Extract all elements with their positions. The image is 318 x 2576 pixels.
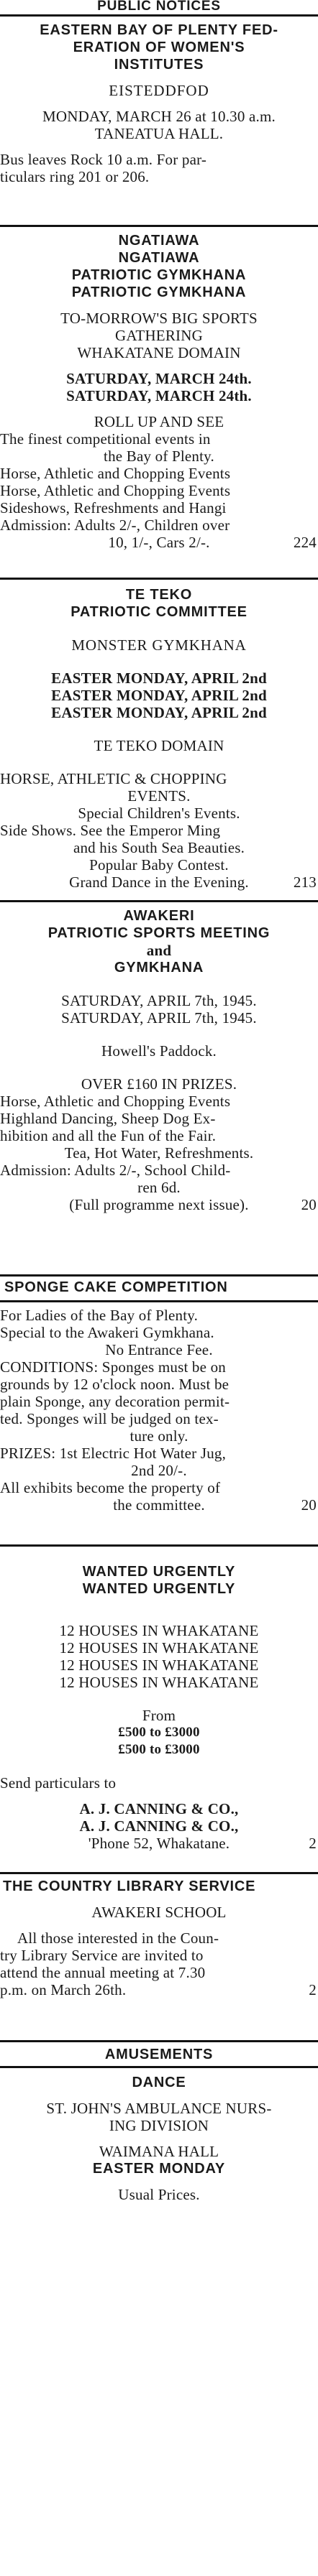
ad-line (0, 874, 318, 891)
section-heading: PUBLIC NOTICES (97, 0, 221, 13)
ad-number: 2 (309, 1835, 317, 1852)
ad-line: 2nd 20/-. (131, 1462, 187, 1479)
ad-line: Horse, Athletic and Chopping Events (0, 482, 231, 499)
ad-title: WANTED URGENTLY (82, 1581, 236, 1597)
ad-date: EASTER MONDAY, APRIL 2nd (51, 704, 267, 721)
public-notices-body (0, 22, 318, 185)
ad-line-text: the committee. (113, 1496, 205, 1514)
ad-title: THE COUNTRY LIBRARY SERVICE (3, 1878, 256, 1894)
ad-title: NGATIAWA (118, 250, 200, 266)
ad-line-text: Grand Dance in the Evening. (69, 874, 249, 891)
te-teko-ad (0, 586, 318, 891)
ad-title: TE TEKO (125, 587, 193, 603)
divider (0, 1872, 318, 1874)
divider (0, 1274, 318, 1277)
amusements-ad (0, 2046, 318, 2203)
ad-agent: A. J. CANNING & CO., (79, 1817, 239, 1835)
ad-line: ren 6d. (137, 1179, 181, 1196)
ad-line: ST. JOHN'S AMBULANCE NURS- (46, 2100, 272, 2117)
ad-line: All those interested in the Coun- (17, 1929, 219, 1947)
ad-number: 20 (301, 1196, 317, 1213)
divider (0, 900, 318, 902)
ad-date: EASTER MONDAY (92, 2161, 226, 2177)
ad-title: GYMKHANA (114, 960, 204, 976)
ad-line: 12 HOUSES IN WHAKATANE (59, 1639, 259, 1657)
ad-date: EASTER MONDAY, APRIL 2nd (51, 687, 267, 704)
ad-line: try Library Service are invited to (0, 1947, 204, 1964)
ad-line: Popular Baby Contest. (89, 856, 229, 874)
ad-date: SATURDAY, APRIL 7th, 1945. (61, 1009, 257, 1027)
divider (0, 578, 318, 580)
ad-line: ture only. (130, 1427, 188, 1445)
ad-title: AWAKERI (123, 908, 195, 924)
ad-line: Send particulars to (0, 1774, 117, 1792)
ad-line: attend the annual meeting at 7.30 (0, 1964, 206, 1981)
ad-line: Bus leaves Rock 10 a.m. For par- (0, 151, 207, 168)
ad-line (0, 1496, 318, 1514)
ad-line: GATHERING (115, 327, 203, 344)
ad-line: Horse, Athletic and Chopping Events (0, 465, 231, 482)
ad-title: NGATIAWA (118, 233, 200, 249)
ad-date: SATURDAY, MARCH 24th. (66, 387, 252, 404)
ad-line: hibition and all the Fun of the Fair. (0, 1127, 217, 1144)
ad-line: No Entrance Fee. (105, 1341, 213, 1358)
ad-number: 213 (293, 874, 317, 891)
ad-line: the Bay of Plenty. (104, 448, 214, 465)
ad-line: HORSE, ATHLETIC & CHOPPING (0, 770, 227, 787)
ad-line: MONSTER GYMKHANA (71, 636, 247, 654)
ad-line: WHAKATANE DOMAIN (77, 344, 241, 361)
ad-date: SATURDAY, MARCH 24th. (66, 370, 252, 387)
ad-line: ticulars ring 201 or 206. (0, 168, 150, 185)
ad-title: PATRIOTIC COMMITTEE (71, 604, 247, 620)
ad-line: Usual Prices. (118, 2186, 200, 2203)
ad-title: PATRIOTIC GYMKHANA (71, 284, 247, 300)
ad-line (0, 534, 318, 551)
ad-title: PATRIOTIC SPORTS MEETING (47, 925, 271, 941)
ad-line: Admission: Adults 2/-, Children over (0, 516, 230, 534)
ad-line: 12 HOUSES IN WHAKATANE (59, 1657, 259, 1674)
ad-line (0, 1835, 318, 1852)
ad-line: EVENTS. (127, 787, 191, 805)
divider (0, 2040, 318, 2042)
ad-line: Admission: Adults 2/-, School Child- (0, 1162, 231, 1179)
divider (0, 225, 318, 227)
divider (0, 1544, 318, 1547)
ad-number: 224 (293, 534, 317, 551)
ad-line (0, 1981, 318, 1998)
ad-line: Special to the Awakeri Gymkhana. (0, 1324, 214, 1341)
ad-title: INSTITUTES (114, 57, 204, 73)
divider (0, 1300, 318, 1302)
ad-line-text: 10, 1/-, Cars 2/-. (108, 534, 210, 551)
awakeri-sports-ad (0, 907, 318, 1213)
ad-line: MONDAY, MARCH 26 at 10.30 a.m. (42, 108, 276, 125)
ad-line: Howell's Paddock. (101, 1042, 217, 1060)
ad-line-text: 'Phone 52, Whakatane. (88, 1835, 230, 1852)
ad-number: 2 (309, 1981, 317, 1998)
ad-line: EISTEDDFOD (109, 82, 209, 99)
ad-line: The finest competitional events in (0, 430, 211, 448)
ad-line: Tea, Hot Water, Refreshments. (64, 1144, 254, 1162)
ad-line: 12 HOUSES IN WHAKATANE (59, 1674, 259, 1691)
wanted-ad (0, 1563, 318, 1852)
ngatiawa-ad (0, 232, 318, 551)
ad-line-text: (Full programme next issue). (69, 1196, 249, 1213)
ad-line: AWAKERI SCHOOL (91, 1904, 227, 1921)
ad-line: From (142, 1707, 176, 1724)
ad-line: TE TEKO DOMAIN (94, 737, 224, 754)
sponge-cake-ad (0, 1279, 318, 1514)
ad-line: grounds by 12 o'clock noon. Must be (0, 1376, 230, 1393)
ad-title: PATRIOTIC GYMKHANA (71, 267, 247, 283)
ad-line: WAIMANA HALL (99, 2143, 219, 2160)
section-heading: AMUSEMENTS (104, 2047, 214, 2062)
divider (0, 2066, 318, 2068)
public-notices-ad (0, 0, 318, 13)
ad-title: and (146, 942, 172, 959)
ad-line: For Ladies of the Bay of Plenty. (0, 1307, 199, 1324)
ad-line: CONDITIONS: Sponges must be on (0, 1358, 226, 1376)
ad-title: ERATION OF WOMEN'S (73, 40, 245, 55)
ad-line: Highland Dancing, Sheep Dog Ex- (0, 1110, 216, 1127)
ad-line: Special Children's Events. (78, 805, 240, 822)
ad-number: 20 (301, 1496, 317, 1514)
ad-line: ING DIVISION (109, 2117, 209, 2134)
country-library-ad (0, 1878, 318, 1998)
ad-title: EASTERN BAY OF PLENTY FED- (40, 22, 278, 38)
ad-title: WANTED URGENTLY (82, 1564, 236, 1580)
ad-title: SPONGE CAKE COMPETITION (4, 1279, 228, 1295)
ad-date: SATURDAY, APRIL 7th, 1945. (61, 992, 257, 1009)
ad-line: and his South Sea Beauties. (73, 839, 245, 856)
ad-line: All exhibits become the property of (0, 1479, 221, 1496)
ad-line: ted. Sponges will be judged on tex- (0, 1410, 219, 1427)
ad-line: Side Shows. See the Emperor Ming (0, 822, 221, 839)
ad-line: plain Sponge, any decoration permit- (0, 1393, 230, 1410)
divider (0, 14, 318, 17)
ad-price: £500 to £3000 (118, 1742, 200, 1757)
ad-agent: A. J. CANNING & CO., (79, 1800, 239, 1817)
ad-price: £500 to £3000 (118, 1725, 200, 1740)
ad-line: 12 HOUSES IN WHAKATANE (59, 1622, 259, 1639)
ad-line: TANEATUA HALL. (94, 125, 224, 142)
ad-line: PRIZES: 1st Electric Hot Water Jug, (0, 1445, 227, 1462)
ad-line: Sideshows, Refreshments and Hangi (0, 499, 227, 516)
ad-line: OVER £160 IN PRIZES. (81, 1075, 237, 1093)
ad-line: TO-MORROW'S BIG SPORTS (60, 310, 258, 327)
ad-line-text: p.m. on March 26th. (0, 1981, 127, 1998)
ad-line (0, 1196, 318, 1213)
ad-date: EASTER MONDAY, APRIL 2nd (51, 670, 267, 687)
ad-line: Horse, Athletic and Chopping Events (0, 1093, 231, 1110)
ad-title: DANCE (132, 2075, 186, 2090)
ad-line: ROLL UP AND SEE (94, 413, 224, 430)
